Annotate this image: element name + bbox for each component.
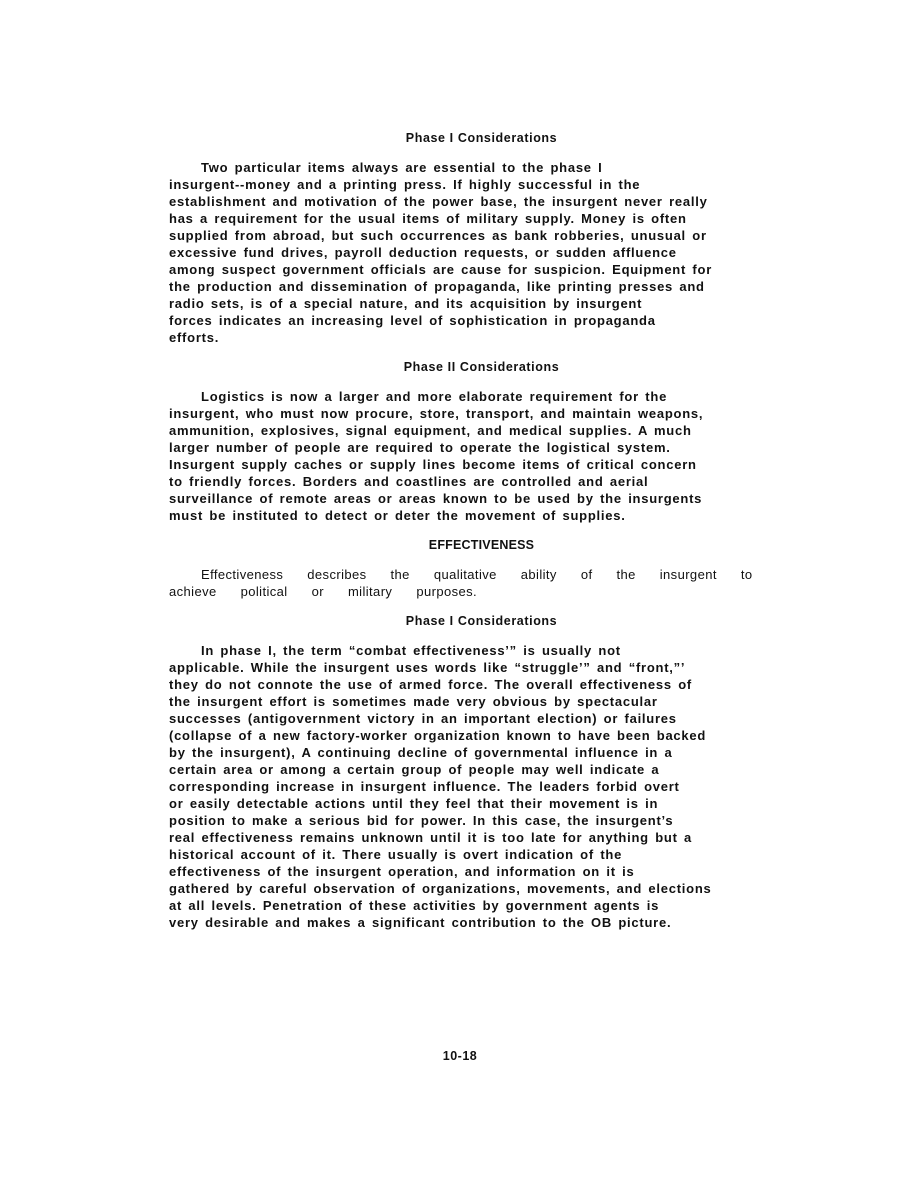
paragraph: [169, 566, 794, 600]
text-line: effectiveness of the insurgent operation, and information on it is: [169, 864, 635, 879]
text-line: (collapse of a new factory-worker organization known to have been backed: [169, 728, 707, 743]
text-line: excessive fund drives, payroll deduction requests, or sudden affluence: [169, 245, 677, 260]
text-line: forces indicates an increasing level of sophistication in propaganda: [169, 313, 656, 328]
text-line: they do not connote the use of armed force. The overall effectiveness of: [169, 677, 692, 692]
text-line: ammunition, explosives, signal equipment, and medical supplies. A much: [169, 423, 692, 438]
text-line: efforts.: [169, 330, 220, 345]
text-line: In phase I, the term “combat effectiveness’” is usually not: [201, 643, 621, 658]
section-heading: Phase I Considerations: [405, 131, 558, 145]
text-line: certain area or among a certain group of people may well indicate a: [169, 762, 660, 777]
text-line: achieve political or military purposes.: [169, 584, 478, 599]
text-line: radio sets, is of a special nature, and its acquisition by insurgent: [169, 296, 643, 311]
text-line: Logistics is now a larger and more elaborate requirement for the: [201, 389, 668, 404]
paragraph: [169, 159, 794, 346]
section-phase-1-logistics: [169, 131, 794, 346]
text-line: successes (antigovernment victory in an important election) or failures: [169, 711, 677, 726]
text-line: historical account of it. There usually is overt indication of the: [169, 847, 623, 862]
text-line: gathered by careful observation of organizations, movements, and elections: [169, 881, 712, 896]
page-number: 10-18: [442, 1049, 478, 1063]
text-line: by the insurgent), A continuing decline of governmental influence in a: [169, 745, 673, 760]
text-line: at all levels. Penetration of these activities by government agents is: [169, 898, 660, 913]
text-line: establishment and motivation of the power base, the insurgent never really: [169, 194, 708, 209]
text-line: the production and dissemination of propaganda, like printing presses and: [169, 279, 705, 294]
text-line: real effectiveness remains unknown until it is too late for anything but a: [169, 830, 693, 845]
text-line: larger number of people are required to operate the logistical system.: [169, 440, 671, 455]
section-heading: EFFECTIVENESS: [428, 538, 535, 552]
text-line: corresponding increase in insurgent influence. The leaders forbid overt: [169, 779, 680, 794]
section-effectiveness: [169, 538, 794, 600]
text-line: Effectiveness describes the qualitative ability of the insurgent to: [201, 567, 753, 582]
section-phase-2-logistics: [169, 360, 794, 524]
text-line: to friendly forces. Borders and coastlines are controlled and aerial: [169, 474, 649, 489]
paragraph: [169, 642, 794, 931]
text-line: or easily detectable actions until they feel that their movement is in: [169, 796, 659, 811]
text-line: supplied from abroad, but such occurrences as bank robberies, unusual or: [169, 228, 707, 243]
text-line: insurgent, who must now procure, store, transport, and maintain weapons,: [169, 406, 704, 421]
text-line: must be instituted to detect or deter the movement of supplies.: [169, 508, 626, 523]
section-heading: Phase II Considerations: [403, 360, 560, 374]
section-heading: Phase I Considerations: [405, 614, 558, 628]
text-line: insurgent--money and a printing press. If highly successful in the: [169, 177, 641, 192]
text-line: applicable. While the insurgent uses words like “struggle’” and “front,”’: [169, 660, 686, 675]
text-line: Two particular items always are essential to the phase I: [201, 160, 603, 175]
section-phase-1-effectiveness: [169, 614, 794, 931]
text-line: the insurgent effort is sometimes made very obvious by spectacular: [169, 694, 658, 709]
text-line: has a requirement for the usual items of military supply. Money is often: [169, 211, 687, 226]
text-line: Insurgent supply caches or supply lines become items of critical concern: [169, 457, 697, 472]
text-line: position to make a serious bid for power. In this case, the insurgent’s: [169, 813, 674, 828]
text-line: among suspect government officials are cause for suspicion. Equipment for: [169, 262, 713, 277]
document-page: [169, 131, 794, 945]
paragraph: [169, 388, 794, 524]
text-line: surveillance of remote areas or areas known to be used by the insurgents: [169, 491, 703, 506]
text-line: very desirable and makes a significant contribution to the OB picture.: [169, 915, 672, 930]
